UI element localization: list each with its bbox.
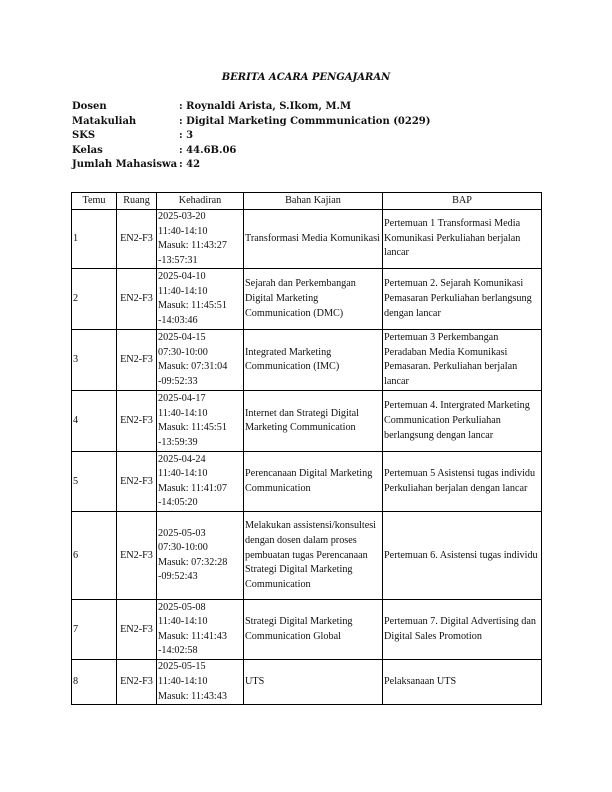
table-row [72,512,542,600]
cell-ruang: EN2-F3 [117,330,157,391]
cell-bahan-kajian: Perencanaan Digital Marketing Communication [244,452,383,512]
info-row-kelas [72,144,542,159]
info-label: SKS [72,130,96,142]
cell-ruang: EN2-F3 [117,391,157,452]
cell-bap: Pertemuan 7. Digital Advertising dan Digital Sales Promotion [383,600,542,660]
document-title: BERITA ACARA PENGAJARAN [221,72,391,83]
cell-ruang: EN2-F3 [117,600,157,660]
info-row-jumlah-mahasiswa [72,158,542,173]
table-row [72,269,542,330]
table-row [72,210,542,269]
info-value: : Digital Marketing Commmunication (0229) [179,115,431,127]
cell-bahan-kajian: Melakukan assistensi/konsultesi dengan dosen dalam proses pembuatan tugas Perencanaan Strategi Digital Marketing Communication [244,512,383,600]
cell-kehadiran: 2025-05-15 11:40-14:10 Masuk: 11:43:43 [157,660,244,705]
cell-kehadiran: 2025-04-17 11:40-14:10 Masuk: 11:45:51 -13:59:39 [157,391,244,452]
cell-bahan-kajian: UTS [244,660,383,705]
cell-bap: Pertemuan 2. Sejarah Komunikasi Pemasaran Perkuliahan berlangsung dengan lancar [383,269,542,330]
cell-ruang: EN2-F3 [117,210,157,269]
cell-bap: Pertemuan 3 Perkembangan Peradaban Media Komunikasi Pemasaran. Perkuliahan berjalan lancar [383,330,542,391]
cell-kehadiran: 2025-05-08 11:40-14:10 Masuk: 11:41:43 -14:02:58 [157,600,244,660]
cell-temu: 4 [72,391,117,452]
attendance-table [71,192,542,705]
info-value: : 3 [179,130,194,142]
cell-bap: Pertemuan 6. Asistensi tugas individu [383,512,542,600]
table-header-row [72,193,542,210]
table-row [72,330,542,391]
cell-bap: Pertemuan 1 Transformasi Media Komunikasi Perkuliahan berjalan lancar [383,210,542,269]
cell-temu: 1 [72,210,117,269]
info-label: Matakuliah [72,115,137,127]
header-temu: Temu [72,193,117,210]
info-value: : Roynaldi Arista, S.Ikom, M.M [179,101,352,112]
info-row-sks [72,129,542,144]
cell-kehadiran: 2025-04-10 11:40-14:10 Masuk: 11:45:51 -14:03:46 [157,269,244,330]
table-body [72,210,542,705]
cell-bahan-kajian: Strategi Digital Marketing Communication Global [244,600,383,660]
table-row [72,452,542,512]
cell-ruang: EN2-F3 [117,660,157,705]
info-label: Jumlah Mahasiswa [72,159,178,171]
info-label: Kelas [72,144,103,156]
cell-temu: 7 [72,600,117,660]
cell-kehadiran: 2025-05-03 07:30-10:00 Masuk: 07:32:28 -09:52:43 [157,512,244,600]
header-ruang: Ruang [117,193,157,210]
table-row [72,660,542,705]
course-info [72,100,542,173]
info-row-dosen [72,100,542,115]
cell-bap: Pelaksanaan UTS [383,660,542,705]
cell-kehadiran: 2025-04-24 11:40-14:10 Masuk: 11:41:07 -14:05:20 [157,452,244,512]
header-kehadiran: Kehadiran [157,193,244,210]
header-bahan-kajian: Bahan Kajian [244,193,383,210]
cell-kehadiran: 2025-03-20 11:40-14:10 Masuk: 11:43:27 -13:57:31 [157,210,244,269]
table-row [72,600,542,660]
cell-ruang: EN2-F3 [117,452,157,512]
cell-temu: 2 [72,269,117,330]
cell-ruang: EN2-F3 [117,269,157,330]
info-value: : 44.6B.06 [179,144,237,156]
cell-temu: 5 [72,452,117,512]
header-bap: BAP [383,193,542,210]
cell-bap: Pertemuan 5 Asistensi tugas individu Perkuliahan berjalan dengan lancar [383,452,542,512]
cell-ruang: EN2-F3 [117,512,157,600]
info-value: : 42 [179,159,201,171]
info-label: Dosen [72,101,107,112]
table-row [72,391,542,452]
cell-bap: Pertemuan 4. Intergrated Marketing Communication Perkuliahan berlangsung dengan lancar [383,391,542,452]
cell-kehadiran: 2025-04-15 07:30-10:00 Masuk: 07:31:04 -09:52:33 [157,330,244,391]
cell-temu: 8 [72,660,117,705]
cell-bahan-kajian: Integrated Marketing Communication (IMC) [244,330,383,391]
cell-bahan-kajian: Internet dan Strategi Digital Marketing Communication [244,391,383,452]
info-row-matakuliah [72,115,542,130]
cell-temu: 3 [72,330,117,391]
cell-bahan-kajian: Sejarah dan Perkembangan Digital Marketing Communication (DMC) [244,269,383,330]
cell-temu: 6 [72,512,117,600]
cell-bahan-kajian: Transformasi Media Komunikasi [244,210,383,269]
